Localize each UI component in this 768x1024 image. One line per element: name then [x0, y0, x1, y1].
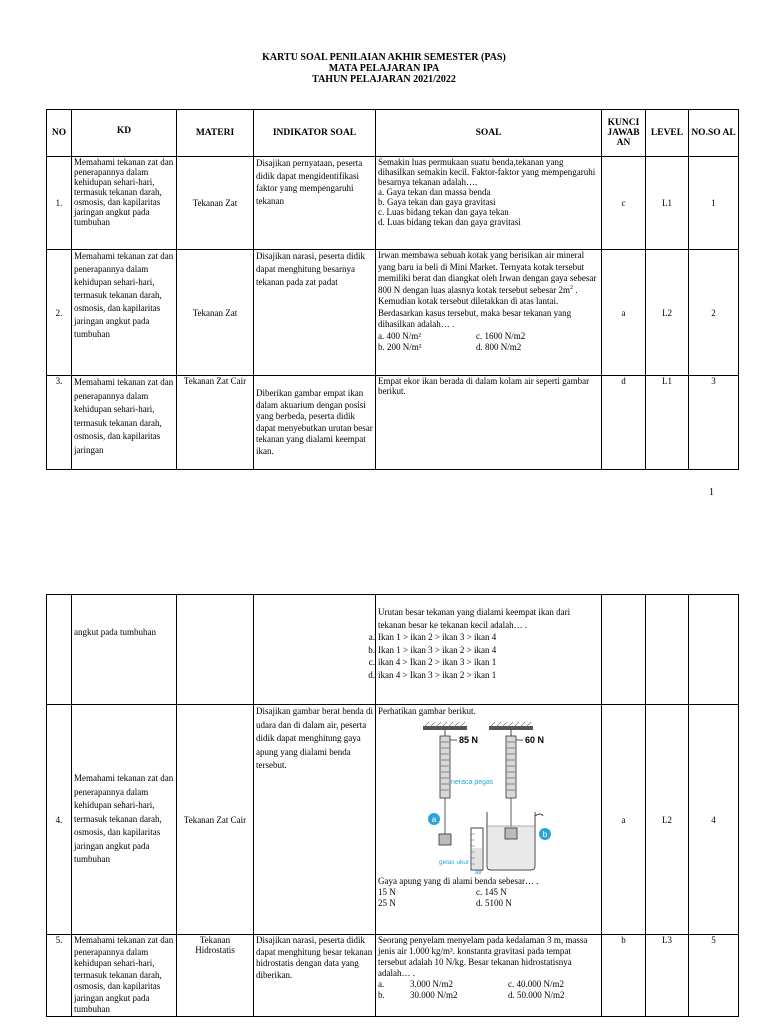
materi-cell: Tekanan Zat [177, 250, 254, 376]
soal-cell [376, 705, 602, 935]
row-number: 2. [47, 250, 72, 376]
option-c: c. Luas bidang tekan dan gaya tekan [378, 207, 509, 217]
row-number: 4. [47, 705, 72, 935]
col-soal: SOAL [376, 110, 602, 157]
doc-subject: MATA PELAJARAN IPA [328, 63, 440, 74]
question-card-table-page1 [46, 109, 739, 470]
level-cell: L1 [646, 157, 689, 250]
kd-cell: Memahami tekanan zat dan penerapannya dalam kehidupan sehari-hari, termasuk tekanan darah, osmosis, dan kapilaritas jaringan [72, 376, 177, 470]
level-cell: L3 [646, 935, 689, 1017]
materi-cell: Tekanan Zat [177, 157, 254, 250]
materi-cell: Tekanan Zat Cair [177, 376, 254, 470]
option-d: d. 800 N/m2 [476, 342, 522, 352]
indikator-cell: Disajikan narasi, peserta didik dapat menghitung besarnya tekanan pada zat padat [254, 250, 376, 376]
answer-key: a [602, 250, 646, 376]
answer-key: a [602, 705, 646, 935]
kd-cell: angkut pada tumbuhan [72, 595, 177, 705]
answer-key: d [602, 376, 646, 470]
options-row-1: a. 3.000 N/m2 c. 40.000 N/m2 [378, 979, 564, 989]
kd-cell: Memahami tekanan zat dan penerapannya dalam kehidupan sehari-hari, termasuk tekanan darah, osmosis, dan kapilaritas jaringan angkut pada tumbuhan [72, 157, 177, 250]
materi-cell: Tekanan Hidrostatis [177, 935, 254, 1017]
options-row-1 [378, 331, 599, 343]
question-text: Seorang penyelam menyelam pada kedalaman 3 m, massa jenis air 1.000 kg/m³. konstanta gravitasi pada tempat tersebut adalah 10 N/kg. Besar tekanan hidrostatisnya adalah… . [378, 935, 588, 978]
row-number: 5. [47, 935, 72, 1017]
option-c: c. 40.000 N/m2 [508, 979, 564, 989]
option-b: b. Gaya tekan dan gaya gravitasi [378, 197, 496, 207]
spring-scale-figure [378, 716, 599, 876]
buoyancy-diagram [389, 716, 589, 874]
question-number: 1 [689, 157, 739, 250]
option-c: c. 1600 N/m2 [476, 330, 526, 341]
table-row [47, 157, 739, 250]
table-row-continued [47, 595, 739, 705]
option-b: b. 200 N/m² [378, 342, 422, 352]
question-text: Irwan membawa sebuah kotak yang berisikan air mineral yang baru ia beli di Mini Market. Ternyata kotak tersebut memiliki berat dan diangkat oleh Irwan dengan gaya sebesar 800 N dengan luas alasnya kotak tersebut sebesar $2m^2$ . Kemudian kotak tersebut diletakkan di atas lantai. Berdasarkan kasus tersebut, maka besar tekanan yang dihasilkan adalah… . [378, 250, 597, 329]
indikator-cell: Disajikan gambar berat benda di udara dan di dalam air, peserta didik dapat menghitung gaya apung yang dialami benda tersebut. [254, 705, 376, 935]
water-label: air [474, 869, 482, 876]
table-row [47, 705, 739, 935]
option-c: c. ikan 4 > Ikan 2 > ikan 3 > ikan 1 [368, 657, 497, 667]
option-a: a. Gaya tekan dan massa benda [378, 187, 491, 197]
option-d: d. Luas bidang tekan dan gaya gravitasi [378, 217, 521, 227]
col-kunci: KUNCI JAWAB AN [602, 110, 646, 157]
col-indikator: INDIKATOR SOAL [254, 110, 376, 157]
col-materi: MATERI [177, 110, 254, 157]
option-a: 3.000 N/m2 [410, 979, 454, 989]
answer-key: b [602, 935, 646, 1017]
page-number: 1 [709, 487, 714, 498]
question-text: Perhatikan gambar berikut. [378, 706, 476, 716]
kd-cell: Memahami tekanan zat dan penerapannya dalam kehidupan sehari-hari, termasuk tekanan darah, osmosis, dan kapilaritas jaringan angkut pada tumbuhan [72, 705, 177, 935]
question-card-table-page2 [46, 594, 739, 1017]
table-row [47, 250, 739, 376]
row-number: 1. [47, 157, 72, 250]
level-cell: L2 [646, 705, 689, 935]
table-row [47, 935, 739, 1017]
table-row [47, 376, 739, 470]
header-row [47, 110, 739, 157]
spring-scale-a [440, 736, 450, 798]
col-no: NO [47, 110, 72, 157]
doc-year: TAHUN PELAJARAN 2021/2022 [312, 74, 456, 85]
col-level: LEVEL [646, 110, 689, 157]
row-number: 3. [47, 376, 72, 470]
soal-cell [368, 595, 602, 705]
indikator-cell: Disajikan narasi, peserta didik dapat menghitung besar tekanan hidrostatis dengan data yang diberikan. [254, 935, 376, 1017]
answer-key: c [602, 157, 646, 250]
question-number: 4 [689, 705, 739, 935]
reading-b-label: 60 N [524, 735, 544, 745]
options-list [368, 631, 599, 681]
object-a [439, 834, 451, 845]
options-row-1 [378, 887, 599, 898]
option-d: d. ikan 4 > Ikan 3 > ikan 2 > ikan 1 [368, 669, 497, 680]
scale-label: neraca pegas [450, 779, 493, 786]
kd-cell: Memahami tekanan zat dan penerapannya dalam kehidupan sehari-hari, termasuk tekanan darah, osmosis, dan kapilaritas jaringan angkut pada tumbuhan [72, 250, 177, 376]
option-b: 25 N [378, 898, 396, 908]
question-number: 5 [689, 935, 739, 1017]
question-after: Gaya apung yang di alami benda sebesar… . [378, 876, 539, 886]
level-cell: L1 [646, 376, 689, 470]
soal-cell [376, 157, 602, 250]
indikator-cell: Diberikan gambar empat ikan dalam akuarium dengan posisi yang berbeda, peserta didik dapat menyebutkan urutan besar tekanan yang dialami keempat ikan. [254, 376, 376, 470]
option-b: b. Ikan 1 > ikan 3 > ikan 2 > ikan 4 [368, 644, 497, 655]
col-kd: KD [72, 110, 177, 157]
options-row-2: b. 30.000 N/m2 d. 50.000 N/m2 [378, 990, 565, 1000]
reading-a-label: 85 N [458, 735, 478, 745]
option-d: d. 50.000 N/m2 [508, 990, 565, 1000]
soal-cell: Empat ekor ikan berada di dalam kolam air seperti gambar berikut. [376, 376, 602, 470]
question-number: 3 [689, 376, 739, 470]
option-d: d. 5100 N [476, 898, 512, 908]
marker-b-label: b [542, 830, 547, 839]
soal-cell [376, 935, 602, 1017]
doc-title: KARTU SOAL PENILAIAN AKHIR SEMESTER (PAS) [262, 52, 506, 63]
question-text: Urutan besar tekanan yang dialami keempat ikan dari tekanan besar ke tekanan kecil adalah… . [378, 607, 571, 630]
indikator-cell: Disajikan pernyataan, peserta didik dapat mengidentifikasi faktor yang mempengaruhi tekanan [254, 157, 376, 250]
option-b: 30.000 N/m2 [410, 990, 458, 1000]
option-a: a. Ikan 1 > ikan 2 > ikan 3 > ikan 4 [368, 632, 497, 642]
materi-cell: Tekanan Zat Cair [177, 705, 254, 935]
question-text: Semakin luas permukaan suatu benda,tekanan yang dihasilkan semakin kecil. Faktor-faktor yang mempengaruhi besarnya tekanan adalah…. [378, 157, 596, 187]
kd-cell: Memahami tekanan zat dan penerapannya dalam kehidupan sehari-hari, termasuk tekanan darah, osmosis, dan kapilaritas jaringan angkut pada tumbuhan [72, 935, 177, 1017]
marker-a-label: a [431, 815, 436, 824]
level-cell: L2 [646, 250, 689, 376]
object-b [505, 828, 517, 839]
options-row-2 [378, 898, 599, 909]
spring-scale-b [506, 736, 516, 798]
hatch [425, 722, 531, 726]
mount-b [489, 726, 533, 730]
option-a: a. 400 N/m² [378, 330, 421, 341]
options-row-2 [378, 342, 599, 354]
option-c: c. 145 N [476, 887, 507, 897]
cylinder-label: gelas ukur [438, 859, 469, 866]
question-number: 2 [689, 250, 739, 376]
option-a: 15 N [378, 887, 396, 897]
mount-a [423, 726, 467, 730]
col-nosoal: NO.SO AL [689, 110, 739, 157]
soal-cell [376, 250, 602, 376]
